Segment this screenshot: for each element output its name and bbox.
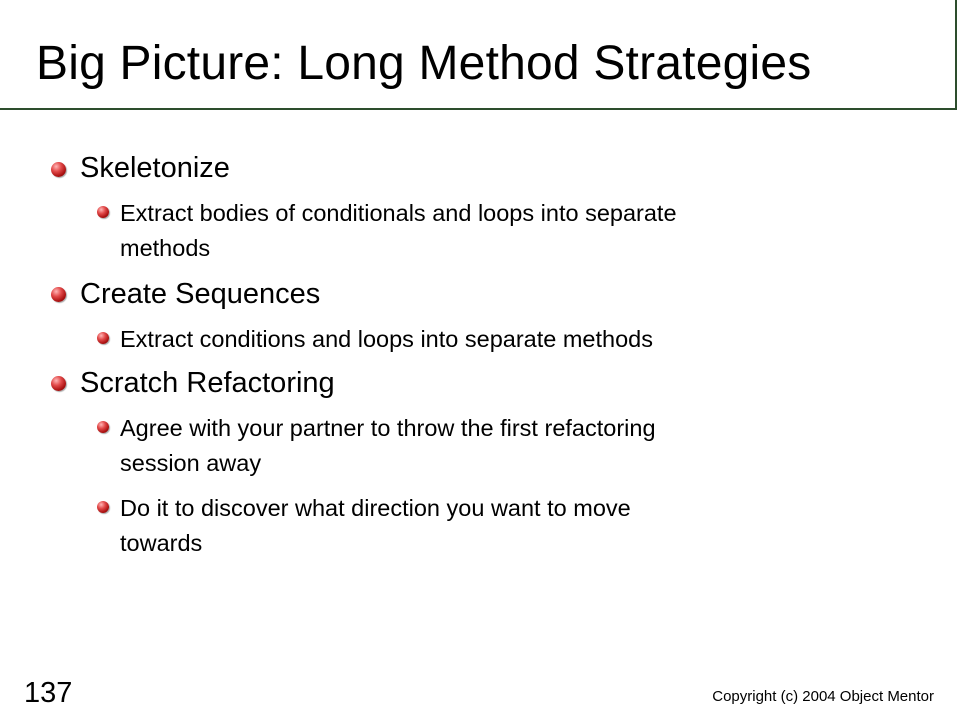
- sub-bullet-icon: [97, 206, 109, 218]
- bullet-item-skeletonize: Skeletonize: [80, 152, 230, 184]
- sub-item-line: Extract conditions and loops into separate methods: [120, 326, 653, 352]
- page-number: 137: [24, 677, 73, 709]
- sub-item-line: Agree with your partner to throw the first refactoring: [120, 415, 656, 441]
- sub-bullet-icon: [97, 421, 109, 433]
- slide-title: Big Picture: Long Method Strategies: [36, 37, 812, 90]
- bullet-icon: [51, 287, 66, 302]
- bullet-icon: [51, 162, 66, 177]
- sub-item-line: methods: [120, 235, 211, 261]
- sub-bullet-icon: [97, 501, 109, 513]
- bullet-item-create-sequences: Create Sequences: [80, 278, 321, 310]
- bullet-item-scratch-refactoring: Scratch Refactoring: [80, 367, 335, 399]
- copyright-notice: Copyright (c) 2004 Object Mentor: [712, 688, 934, 705]
- sub-bullet-icon: [97, 332, 109, 344]
- bullet-icon: [51, 376, 66, 391]
- sub-item-line: towards: [120, 530, 203, 556]
- sub-item-line: Do it to discover what direction you want to move: [120, 495, 631, 521]
- sub-item-line: session away: [120, 450, 262, 476]
- sub-item-line: Extract bodies of conditionals and loops into separate: [120, 200, 677, 226]
